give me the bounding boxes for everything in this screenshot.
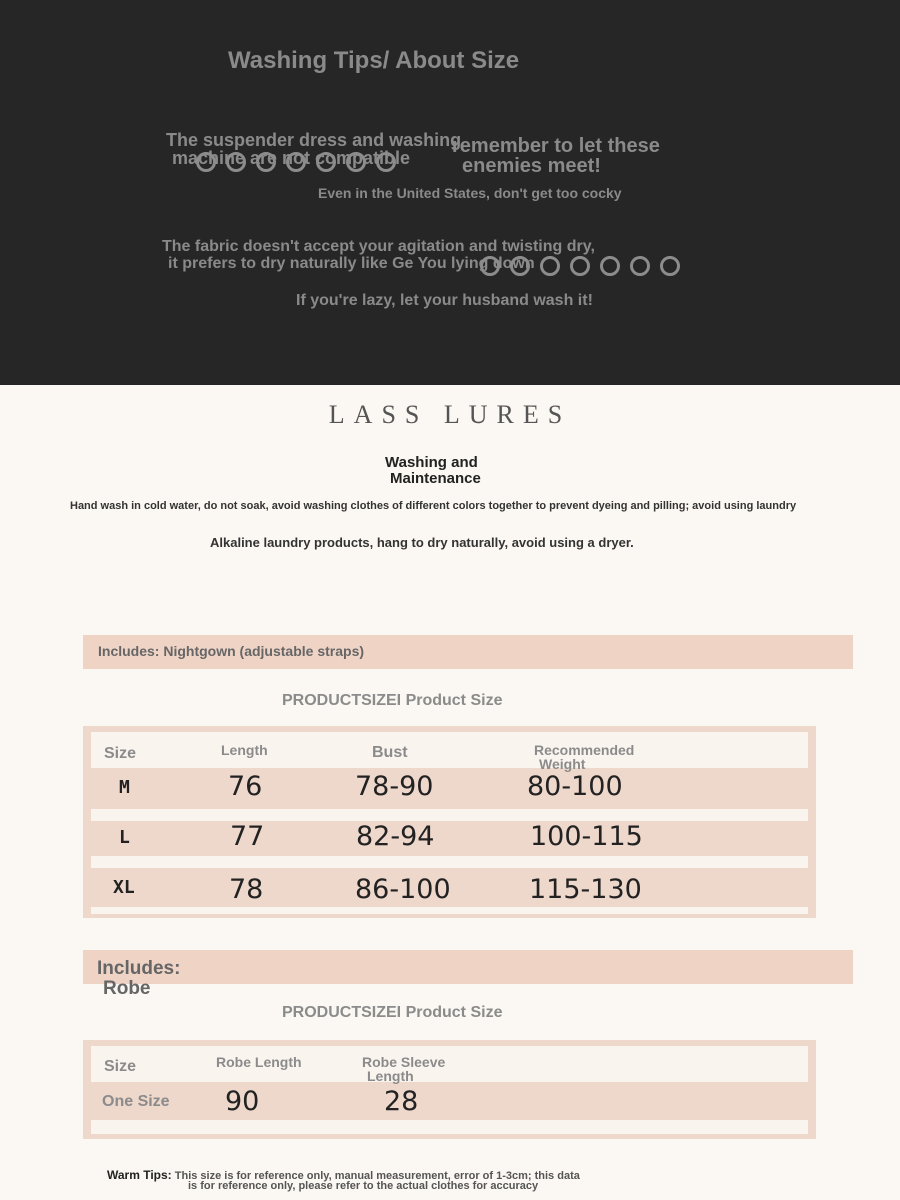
includes-nightgown-bar — [83, 635, 853, 669]
decorative-rings — [480, 256, 680, 276]
size-xl: XL — [113, 877, 135, 898]
size-m: M — [119, 777, 130, 798]
washing-instructions-line-1: Hand wash in cold water, do not soak, avoid washing clothes of different colors together to prevent dyeing and pilling; avoid using laundry — [70, 500, 797, 512]
length-xl: 78 — [229, 874, 264, 905]
decorative-rings — [196, 152, 396, 172]
robe-header-sleeve-line-1: Robe Sleeve — [362, 1054, 446, 1070]
washing-tips-banner — [0, 0, 900, 385]
bust-xl: 86-100 — [355, 874, 451, 905]
tip-4-line-2: it prefers to dry naturally like Ge You lying down — [168, 255, 535, 272]
robe-sleeve-value: 28 — [384, 1086, 419, 1117]
robe-header-sleeve-line-2: Length — [367, 1068, 414, 1084]
brand-logo: LASS LURES — [328, 400, 572, 429]
header-bust: Bust — [372, 744, 408, 761]
length-l: 77 — [230, 821, 265, 852]
warm-tips-label: Warm Tips: — [107, 1168, 172, 1182]
tip-1-line-2: machine are not compatible — [172, 148, 411, 168]
length-m: 76 — [228, 771, 263, 802]
header-weight-line-2: Weight — [539, 756, 586, 772]
weight-xl: 115-130 — [529, 874, 642, 905]
tip-5: If you're lazy, let your husband wash it! — [296, 292, 593, 309]
weight-m: 80-100 — [527, 771, 623, 802]
robe-header-length: Robe Length — [216, 1054, 302, 1070]
tip-3: Even in the United States, don't get too cocky — [318, 185, 622, 201]
tip-2-line-2: enemies meet! — [462, 155, 601, 177]
header-weight-line-1: Recommended — [534, 742, 635, 758]
bust-m: 78-90 — [355, 771, 434, 802]
tip-1-line-1: The suspender dress and washing — [166, 130, 462, 150]
washing-title-line-1: Washing and — [385, 454, 478, 471]
nightgown-size-table — [83, 726, 816, 918]
size-l: L — [119, 827, 130, 848]
weight-l: 100-115 — [530, 821, 643, 852]
warm-tips-text-1: This size is for reference only, manual measurement, error of 1-3cm; this data — [174, 1170, 580, 1182]
warm-tips-line-2: is for reference only, please refer to the actual clothes for accuracy — [188, 1180, 539, 1192]
product-size-title: PRODUCTSIZEI Product Size — [282, 692, 503, 709]
robe-size-table — [83, 1040, 816, 1139]
robe-size-one-size: One Size — [102, 1093, 170, 1110]
includes-robe-bar — [83, 950, 853, 984]
includes-robe-line-2: Robe — [103, 978, 151, 999]
includes-robe-line-1: Includes: — [97, 958, 181, 979]
header-length: Length — [221, 742, 268, 758]
includes-nightgown-text: Includes: Nightgown (adjustable straps) — [98, 643, 365, 659]
robe-header-size: Size — [104, 1058, 137, 1075]
header-size: Size — [104, 745, 137, 762]
robe-product-size-title: PRODUCTSIZEI Product Size — [282, 1004, 503, 1021]
tip-4-line-1: The fabric doesn't accept your agitation and twisting dry, — [162, 238, 595, 255]
bust-l: 82-94 — [356, 821, 435, 852]
tip-2-line-1: remember to let these — [452, 135, 660, 157]
washing-instructions-line-2: Alkaline laundry products, hang to dry naturally, avoid using a dryer. — [210, 535, 634, 550]
washing-title-line-2: Maintenance — [390, 470, 481, 487]
robe-length-value: 90 — [225, 1086, 260, 1117]
banner-title: Washing Tips/ About Size — [228, 47, 520, 74]
